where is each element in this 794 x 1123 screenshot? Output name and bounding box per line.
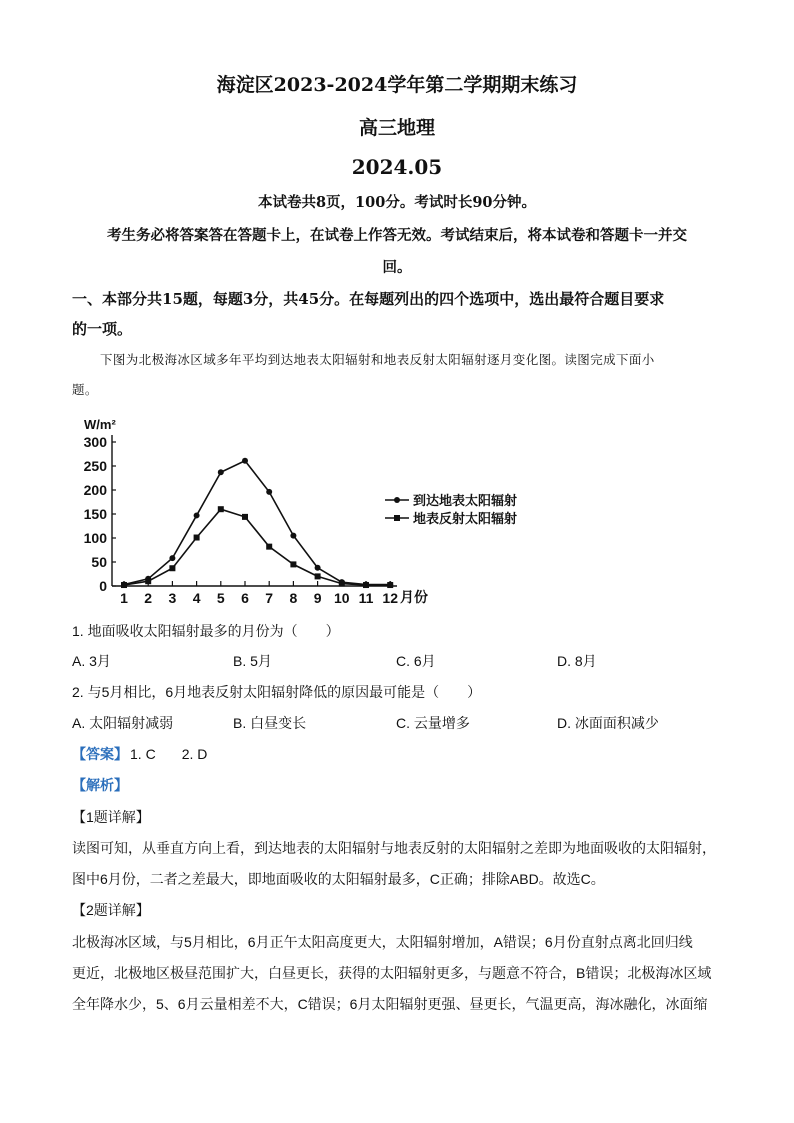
y-tick-label: 100 [83,530,107,546]
section-heading-line-1: 一、本部分共15题，每题3分，共45分。在每题列出的四个选项中，选出最符合题目要求 [72,290,665,308]
x-tick-label: 8 [289,590,298,606]
detail-2-line-1: 北极海冰区域，与5月相比，6月正午太阳高度更大，太阳辐射增加，A错误；6月份直射点离北回归线 [72,934,693,950]
question-2-option-c: C. 云量增多 [396,715,470,731]
series-line-2 [124,509,390,585]
series-1-point [266,489,272,495]
legend-label-1: 到达地表太阳辐射 [413,494,518,509]
series-1-point [290,533,296,539]
series-2-point [145,578,151,584]
series-1-point [315,565,321,571]
series-2-point [315,573,321,579]
series-2-point [387,582,393,588]
question-1-option-a: A. 3月 [72,653,111,669]
x-tick-label: 3 [168,590,177,606]
series-2-point [339,581,345,587]
series-2-point [290,561,296,567]
series-2-point [242,514,248,520]
series-2-point [363,582,369,588]
series-2-point [194,535,200,541]
series-1-point [194,512,200,518]
answer-line [72,744,207,764]
exam-info-line-2: 考生务必将答案答在答题卡上，在试卷上作答无效。考试结束后，将本试卷和答题卡一并交 [107,227,687,244]
x-tick-label: 1 [120,590,128,606]
exam-date: 2024.05 [351,155,443,179]
y-tick-label: 250 [83,458,107,474]
series-2-point [169,565,175,571]
answer-label: 【答案】 [72,746,128,762]
series-1-point [242,458,248,464]
x-tick-label: 9 [313,590,322,606]
question-2-stem: 2. 与5月相比，6月地表反射太阳辐射降低的原因最可能是（ ） [72,684,482,700]
series-2-point [121,582,127,588]
question-2-option-d: D. 冰面面积减少 [557,715,659,731]
subject-title: 高三地理 [358,117,435,139]
detail-1-line-2: 图中6月份，二者之差最大，即地面吸收的太阳辐射最多，C正确；排除ABD。故选C。 [72,871,605,887]
series-2-point [218,506,224,512]
radiation-line-chart [72,412,542,612]
series-1-point [218,469,224,475]
series-2-point [266,544,272,550]
exam-title: 海淀区2023-2024学年第二学期期末练习 [216,74,578,96]
y-tick-label: 200 [83,482,107,498]
question-1-option-b: B. 5月 [233,653,272,669]
x-tick-label: 10 [334,590,350,606]
y-tick-label: 50 [91,554,107,570]
series-1-point [169,555,175,561]
x-tick-label: 6 [241,590,249,606]
series-line-1 [124,461,390,585]
x-tick-label: 7 [265,590,274,606]
answer-1: 1. C [130,746,156,762]
legend-label-2: 地表反射太阳辐射 [413,512,518,527]
answer-2: 2. D [181,746,208,762]
detail-1-line-1: 读图可知，从垂直方向上看，到达地表的太阳辐射与地表反射的太阳辐射之差即为地面吸收的太阳辐射， [72,840,716,856]
intro-line-2: 题。 [72,382,98,397]
detail-1-header: 【1题详解】 [72,809,150,825]
x-axis-unit-label: 月份 [400,589,428,605]
x-tick-label: 2 [144,590,153,606]
question-1-option-d: D. 8月 [557,653,597,669]
legend-marker-circle [394,497,400,503]
question-2-option-a: A. 太阳辐射减弱 [72,715,174,731]
intro-line-1: 下图为北极海冰区域多年平均到达地表太阳辐射和地表反射太阳辐射逐月变化图。读图完成下面小 [100,352,655,367]
y-axis-label: W/m² [84,417,116,432]
exam-info-line-1: 本试卷共8页，100分。考试时长90分钟。 [257,194,537,211]
x-tick-label: 4 [192,590,201,606]
y-tick-label: 150 [83,506,107,522]
x-tick-label: 12 [382,590,398,606]
detail-2-line-2: 更近，北极地区极昼范围扩大，白昼更长，获得的太阳辐射更多，与题意不符合，B错误；北极海冰区域 [72,965,712,981]
detail-2-line-3: 全年降水少，5、6月云量相差不大，C错误；6月太阳辐射更强、昼更长，气温更高，海冰融化，冰面缩 [72,996,708,1012]
question-1-option-c: C. 6月 [396,653,436,669]
x-tick-label: 5 [216,590,225,606]
x-tick-label: 11 [358,590,374,606]
exam-info-line-3: 回。 [382,259,412,276]
question-2-option-b: B. 白昼变长 [233,715,307,731]
section-heading-line-2: 的一项。 [72,320,133,338]
analysis-label: 【解析】 [72,777,128,793]
detail-2-header: 【2题详解】 [72,902,150,918]
y-tick-label: 0 [99,578,107,594]
question-1-stem: 1. 地面吸收太阳辐射最多的月份为（ ） [72,623,340,639]
legend-marker-square [394,515,400,521]
y-tick-label: 300 [83,434,107,450]
